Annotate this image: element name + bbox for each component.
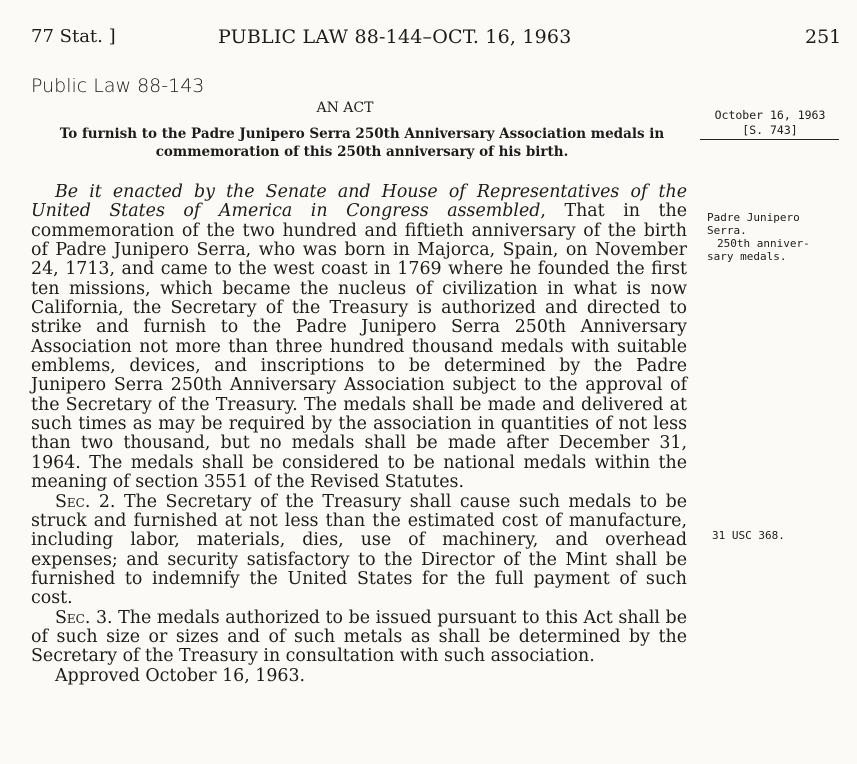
page-number: 251 [805,26,842,48]
date-divider [700,139,839,140]
section-2-label: Sec. 2. [55,491,116,512]
act-purpose: To furnish to the Padre Junipero Serra 250th Anniversary Association medals in commemoration of this 250th anniversary of his birth. [59,126,665,160]
margin-note-padre-serra [707,211,827,263]
section-3 [31,609,687,667]
approval-line: Approved October 16, 1963. [55,665,306,686]
section-2-text: The Secretary of the Treasury shall cause such medals to be struck and furnished at not less than the estimated cost of manufacture, including labor, materials, dies, use of machinery, and overhead expenses; and security satisfactory to the Director of the Mint shall be furnished to indemnify the United States for the full payment of such cost. [31,491,687,609]
margin-note-line: 250th anniver- [717,237,810,250]
section-2 [31,493,687,609]
bill-number: [S. 743] [742,123,798,137]
section-1-text: , That in the commemoration of the two hundred and fiftieth anniversary of the birth of Padre Junipero Serra, who was born in Majorca, Spain, on November 24, 1713, and came to the west coast in 1769 where he founded the first ten missions, which became the nucleus of civilization in what is now California, the Secretary of the Treasury is authorized and directed to strike and furnish to the Padre Junipero Serra 250th Anniversary Association not more than three hundred thousand medals with suitable emblems, devices, and inscriptions to be determined by the Padre Junipero Serra 250th Anniversary Association subject to the approval of the Secretary of the Treasury. The medals shall be made and delivered at such times as may be required by the association in quantities of not less than two thousand, but no medals shall be made after December 31, 1964. The medals shall be considered to be national medals within the meaning of section 3551 of the Revised Statutes. [31,201,687,493]
section-1 [31,183,687,493]
enacting-clause: Be it enacted by the Senate and House of Representatives of the United States of America in Congress assembled [31,182,687,222]
approval-date: October 16, 1963 [714,108,826,122]
date-note [700,108,840,138]
section-3-text: The medals authorized to be issued pursuant to this Act shall be of such size or sizes and of such metals as shall be determined by the Secretary of the Treasury in consultation with such association. [31,607,687,667]
running-header-volume: 77 Stat. ] [31,26,116,47]
margin-note-line: Padre Junipero [707,211,800,224]
margin-note-line: Serra. [707,224,747,237]
public-law-number: Public Law 88-143 [31,75,205,97]
section-3-label: Sec. 3. [55,607,113,628]
margin-note-line: sary medals. [707,250,787,263]
act-body [31,183,687,686]
margin-note-usc: 31 USC 368. [712,529,785,542]
act-heading: AN ACT [316,100,374,116]
running-header-title: PUBLIC LAW 88-144–OCT. 16, 1963 [218,26,572,48]
